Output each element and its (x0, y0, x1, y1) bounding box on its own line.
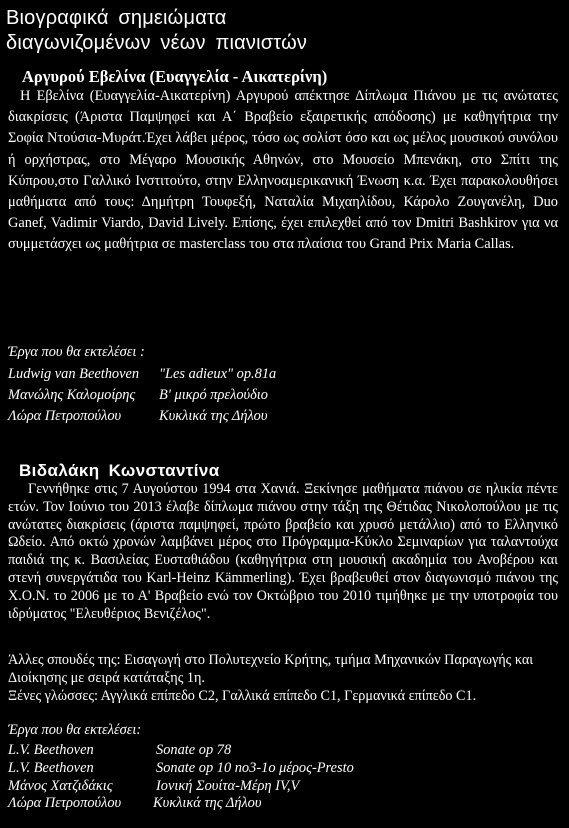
title-line-2: διαγωνιζομένων νέων πιανιστών (6, 32, 308, 54)
work-piece: "Les adieux" op.81a (159, 366, 277, 382)
work-piece: Ιονική Σουίτα-Μέρη IV,V (156, 777, 300, 794)
work-piece: Κυκλικά της Δήλου (159, 408, 268, 424)
work-composer: Ludwig van Beethoven (8, 366, 140, 382)
pianist-bio: Γεννήθηκε στις 7 Αυγούστου 1994 στα Χανιά. Ξεκίνησε μαθήματα πιάνου σε ηλικία πέντε ετών. Τον Ιούνιο του 2013 έλαβε δίπλωμα πιάνου στην τάξη της Θέτιδας Νικολοπούλου με τις ανώτατες διακρίσεις (άριστα παμψηφεί, πρώτο βραβείο και χρυσό μετάλλιο) από το Ελληνικό Ωδείο. Από οκτώ χρονών λαμβάνει μέρος στο Πρόγραμμα-Κύκλο Σεμιναρίων για ταλαντούχα παιδιά της κ. Βασιλείας Ευσταθιάδου (καθηγήτρια στη μουσική ακαδημία του Ανοβέρου και στενή συνεργάτιδα του Karl-Heinz Kämmerling). Έχει βραβευθεί στον διαγωνισμό πιάνου της Χ.Ο.Ν. το 2006 με το Α' Βραβείο ενώ τον Οκτώβριο του 2010 τιμήθηκε με την υποτροφία του ιδρύματος "Ελευθέριος Βενιζέλος". (8, 481, 558, 622)
work-piece: Κυκλικά της Δήλου (153, 795, 262, 812)
pianist-bio: Η Εβελίνα (Ευαγγελία-Αικατερίνη) Αργυρού απέκτησε Δίπλωμα Πιάνου με τις ανώτατες διακρίσεις (Άριστα Παμψηφεί και Α΄ Βραβείο εξαιρετικής απόδοσης) με καθηγήτρια την Σοφία Ντούσια-Μυράτ.Έχει λάβει μέρος, τόσο ως σολίστ όσο και ως μέλος μουσικού συνόλου ή ορχήστρας, στο Μέγαρο Μουσικής Αθηνών, στο Μουσείο Μπενάκη, στο Σπίτι της Κύπρου,στο Γαλλικό Ινστιτούτο, στην Ελληνοαμερικανική Ένωση κ.α. Έχει παρακολουθήσει μαθήματα από τους: Δημήτρη Τουφεξή, Ναταλία Μιχαηλίδου, Κάρολο Ζουγανέλη, Duo Ganef, Vadimir Viardo, David Lively. Επίσης, έχει επιλεχθεί από τον Dmitri Bashkirov για να συμμετάσχει ως μαθήτρια σε masterclass του στα πλαίσια του Grand Prix Maria Callas. (8, 88, 558, 253)
work-composer: Μανώλης Καλομοίρης (8, 387, 136, 403)
document-title (6, 6, 307, 56)
works-label: Έργα που θα εκτελέσει : (8, 344, 145, 360)
work-composer: Μάνος Χατζιδάκις (8, 777, 113, 794)
pianist-name: Αργυρού Εβελίνα (Ευαγγελία - Αικατερίνη) (22, 67, 328, 86)
work-composer: Λώρα Πετροπούλου (8, 795, 122, 812)
work-piece: B' μικρό πρελούδιο (159, 387, 268, 403)
work-piece: Sonate op 10 no3-1o μέρος-Presto (156, 759, 354, 776)
work-composer: Λώρα Πετροπούλου (8, 408, 122, 424)
work-piece: Sonate op 78 (156, 742, 232, 758)
work-composer: L.V. Beethoven (8, 759, 94, 776)
other-studies: Άλλες σπουδές της: Εισαγωγή στο Πολυτεχνείο Κρήτης, τμήμα Μηχανικών Παραγωγής και Διοίκησης με σειρά κατάταξης 1η. (8, 652, 534, 686)
work-composer: L.V. Beethoven (8, 742, 94, 758)
works-label: Έργα που θα εκτελέσει: (8, 722, 142, 738)
title-line-1: Βιογραφικά σημειώματα (6, 7, 227, 29)
foreign-languages: Ξένες γλώσσες: Αγγλικά επίπεδο C2, Γαλλικά επίπεδο C1, Γερμανικά επίπεδο C1. (8, 688, 477, 704)
pianist-name: Βιδαλάκη Κωνσταντίνα (19, 461, 220, 480)
